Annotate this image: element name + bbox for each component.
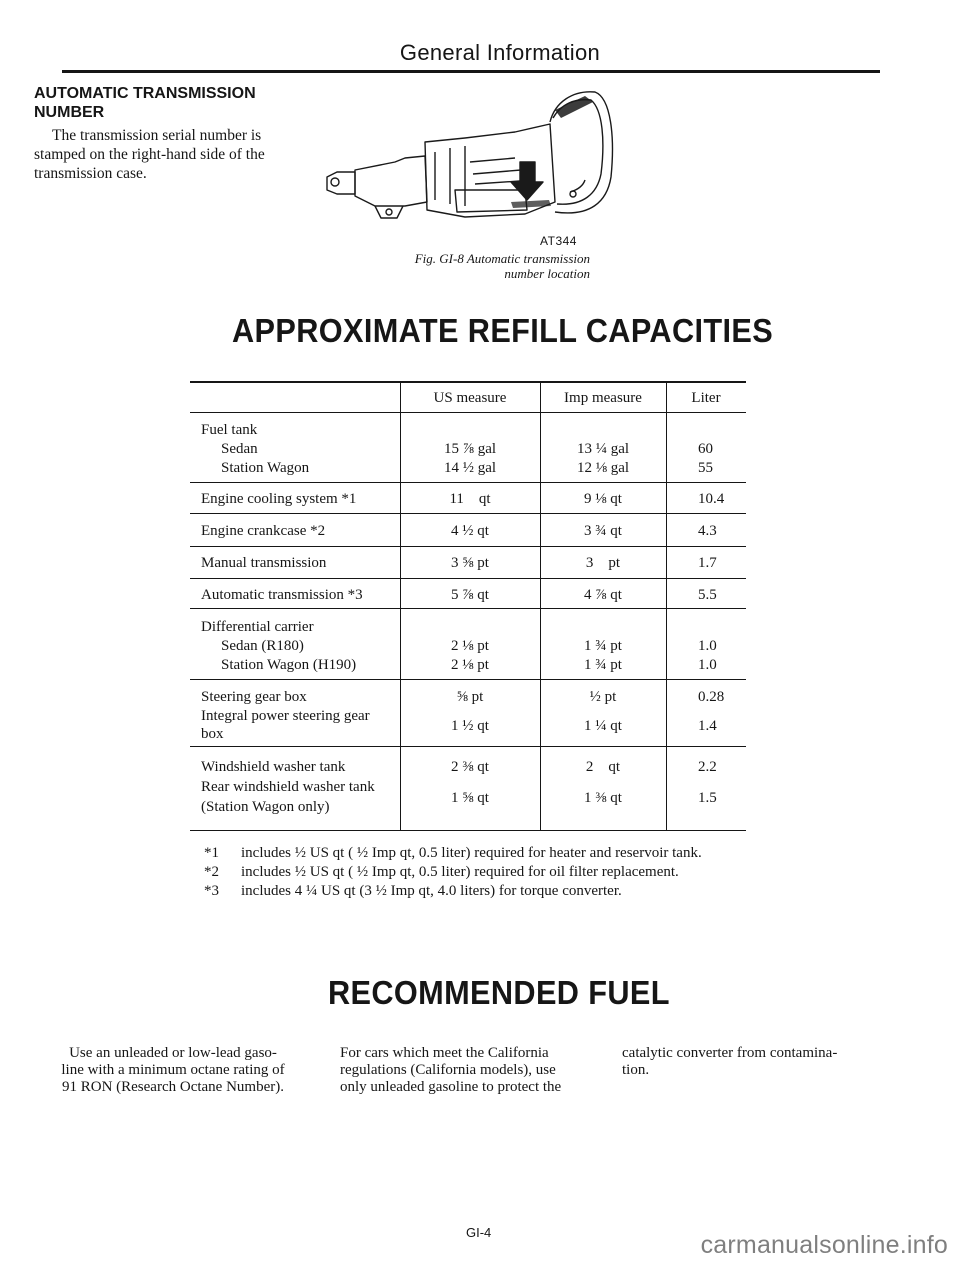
cell-imp: 1 ⅜ qt — [584, 790, 622, 806]
table-column-rule — [666, 381, 667, 831]
row-label-manual: Manual transmission — [201, 555, 327, 571]
row-label-power-steering-cont: box — [201, 726, 224, 742]
body-line: The transmission serial number is — [52, 127, 262, 144]
table-rule — [190, 578, 746, 579]
cell-imp: ½ pt — [589, 689, 617, 705]
cell-us: 2 ⅛ pt — [451, 657, 489, 673]
cell-liter: 10.4 — [698, 491, 725, 507]
cell-us: 2 ⅜ qt — [451, 759, 489, 775]
fuel-text-column-3 — [622, 1045, 922, 1079]
cell-us: 14 ½ gal — [443, 460, 497, 476]
cell-imp: 3 ¾ qt — [584, 523, 622, 539]
table-rule — [190, 546, 746, 547]
cell-imp: 2 qt — [585, 759, 621, 775]
caption-line: number location — [504, 266, 590, 281]
column-header-liter: Liter — [691, 390, 721, 406]
footnote-mark: *2 — [204, 864, 219, 880]
heading-line: NUMBER — [34, 104, 105, 121]
row-label-steering-gear-box: Steering gear box — [201, 689, 307, 705]
table-top-rule — [190, 381, 746, 383]
automatic-transmission-icon — [315, 82, 615, 232]
cell-us: 3 ⅝ pt — [451, 555, 489, 571]
fuel-line: For cars which meet the California — [340, 1045, 549, 1061]
row-label-station-wagon: Station Wagon — [221, 460, 310, 476]
fuel-line: tion. — [622, 1062, 650, 1078]
table-bottom-rule — [190, 830, 746, 831]
fuel-text-column-2 — [340, 1045, 604, 1096]
cell-us: 5 ⅞ qt — [451, 587, 489, 603]
table-rule — [190, 746, 746, 747]
table-rule — [190, 482, 746, 483]
cell-liter: 4.3 — [698, 523, 717, 539]
cell-liter: 1.7 — [698, 555, 717, 571]
cell-imp: 1 ¼ qt — [584, 718, 622, 734]
heading-line: AUTOMATIC TRANSMISSION — [34, 85, 256, 102]
figure-code: AT344 — [540, 234, 577, 248]
capacities-title: APPROXIMATE REFILL CAPACITIES — [232, 312, 774, 349]
row-label-rear-washer: Rear windshield washer tank — [201, 779, 375, 795]
site-watermark: carmanualsonline.info — [700, 1231, 948, 1259]
cell-imp: 1 ¾ pt — [584, 657, 622, 673]
row-label-power-steering: Integral power steering gear — [201, 708, 370, 724]
fuel-text-column-1 — [34, 1045, 312, 1096]
body-line: transmission case. — [34, 165, 147, 182]
recommended-fuel-title: RECOMMENDED FUEL — [328, 974, 670, 1011]
header-rule — [62, 70, 880, 73]
footnote-text: includes ½ US qt ( ½ Imp qt, 0.5 liter) required for heater and reservoir tank. — [241, 845, 702, 861]
row-label-crankcase: Engine crankcase *2 — [201, 523, 326, 539]
cell-us: 1 ⅝ qt — [451, 790, 489, 806]
page-number: GI-4 — [466, 1225, 492, 1240]
cell-liter: 1.4 — [698, 718, 717, 734]
cell-liter: 60 — [698, 441, 713, 457]
footnote-mark: *1 — [204, 845, 219, 861]
cell-imp: 12 ⅛ gal — [576, 460, 630, 476]
cell-imp: 13 ¼ gal — [576, 441, 630, 457]
row-label-cooling: Engine cooling system *1 — [201, 491, 357, 507]
cell-us: ⅝ pt — [456, 689, 484, 705]
cell-imp: 4 ⅞ qt — [584, 587, 622, 603]
cell-us: 2 ⅛ pt — [451, 638, 489, 654]
figure-caption — [360, 251, 590, 281]
row-label-sedan-r180: Sedan (R180) — [221, 638, 304, 654]
page-header-title: General Information — [399, 40, 601, 65]
transmission-number-text — [34, 126, 322, 183]
cell-liter: 2.2 — [698, 759, 717, 775]
row-label-fuel-tank: Fuel tank — [201, 422, 258, 438]
cell-liter: 0.28 — [698, 689, 725, 705]
row-label-rear-washer-cont: (Station Wagon only) — [201, 799, 330, 815]
cell-liter: 1.0 — [698, 638, 717, 654]
table-rule — [190, 513, 746, 514]
cell-liter: 5.5 — [698, 587, 717, 603]
fuel-line: Use an unleaded or low-lead gaso- — [69, 1045, 277, 1061]
fuel-line: regulations (California models), use — [340, 1062, 556, 1078]
row-label-wagon-h190: Station Wagon (H190) — [221, 657, 357, 673]
fuel-line: only unleaded gasoline to protect the — [340, 1079, 562, 1095]
fuel-line: line with a minimum octane rating of — [61, 1062, 285, 1078]
body-line: stamped on the right-hand side of the — [34, 146, 265, 163]
cell-us: 4 ½ qt — [451, 523, 489, 539]
fuel-line: catalytic converter from contamina- — [622, 1045, 838, 1061]
footnote-mark: *3 — [204, 883, 219, 899]
table-rule — [190, 608, 746, 609]
cell-liter: 55 — [698, 460, 713, 476]
column-header-imp: Imp measure — [564, 390, 642, 406]
cell-imp: 9 ⅛ qt — [584, 491, 622, 507]
cell-us: 15 ⅞ gal — [443, 441, 497, 457]
transmission-number-heading — [34, 84, 324, 122]
caption-line: Fig. GI-8 Automatic transmission — [414, 251, 590, 266]
column-header-us: US measure — [433, 390, 507, 406]
row-label-sedan: Sedan — [221, 441, 258, 457]
table-rule — [190, 679, 746, 680]
table-rule — [190, 412, 746, 413]
cell-liter: 1.0 — [698, 657, 717, 673]
cell-imp: 3 pt — [585, 555, 621, 571]
row-label-windshield-washer: Windshield washer tank — [201, 759, 346, 775]
footnote-text: includes 4 ¼ US qt (3 ½ Imp qt, 4.0 liters) for torque converter. — [241, 883, 622, 899]
row-label-automatic: Automatic transmission *3 — [201, 587, 363, 603]
row-label-differential: Differential carrier — [201, 619, 314, 635]
cell-us: 11 qt — [449, 491, 491, 507]
cell-liter: 1.5 — [698, 790, 717, 806]
footnote-text: includes ½ US qt ( ½ Imp qt, 0.5 liter) required for oil filter replacement. — [241, 864, 679, 880]
cell-us: 1 ½ qt — [451, 718, 489, 734]
cell-imp: 1 ¾ pt — [584, 638, 622, 654]
fuel-line: 91 RON (Research Octane Number). — [61, 1079, 284, 1095]
